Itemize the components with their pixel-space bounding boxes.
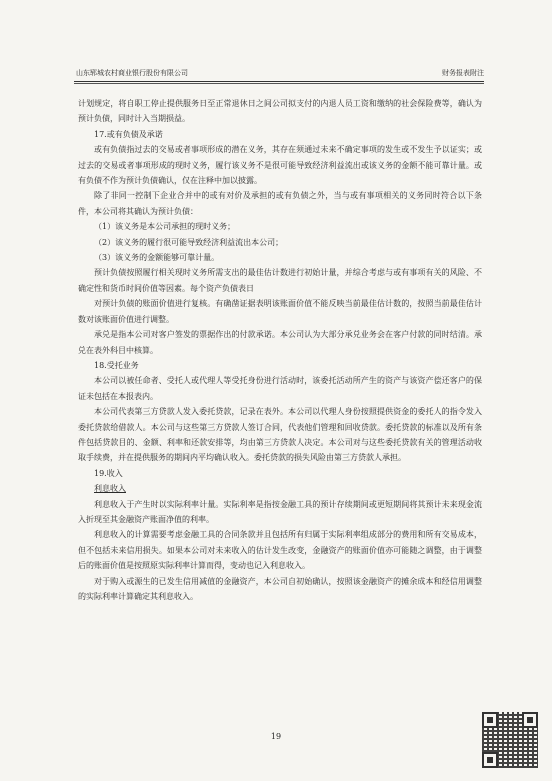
paragraph: 预计负债按照履行相关现时义务所需支出的最佳估计数进行初始计量，并综合考虑与或有事项有关的风险、不确定性和货币时间价值等因素。每个资产负债表日 — [78, 268, 482, 293]
header-rule-thin — [74, 83, 484, 84]
paragraph: 对于购入或源生的已发生信用减值的金融资产，本公司自初始确认，按照该金融资产的摊余成本和经信用调整的实际利率计算确定其利息收入。 — [78, 576, 482, 601]
qr-code — [482, 712, 538, 768]
list-item: （2）该义务的履行很可能导致经济利益流出本公司； — [94, 237, 284, 247]
company-name: 山东郓城农村商业银行股份有限公司 — [76, 69, 188, 77]
paragraph: 或有负债指过去的交易或者事项形成的潜在义务，其存在须通过未来不确定事项的发生或不发生予以证实；或过去的交易或者事项形成的现时义务，履行该义务不是很可能导致经济利益流出或该义务的金额不能可靠计量。或有负债不作为预计负债确认，仅在注释中加以披露。 — [78, 145, 482, 186]
page-number: 19 — [270, 732, 282, 741]
paragraph: 本公司代表第三方贷款人发入委托贷款，记录在表外。本公司以代理人身份按照提供资金的委托人的指令发入委托贷款给借款人。本公司与这些第三方贷款人签订合同，代表他们管理和回收贷款。委托贷款的标准以及所有条件包括贷款目的、金额、利率和还款安排等，均由第三方贷款人决定。本公司对与这些委托贷款有关的管理活动收取手续费，并在提供服务的期间内平均确认收入。委托贷款的损失风险由第三方贷款人承担。 — [78, 407, 482, 463]
paragraph: 本公司以被任命者、受托人或代理人等受托身份进行活动时，该委托活动所产生的资产与该资产偿还客户的保证未包括在本报表内。 — [78, 376, 482, 401]
paragraph: 对预计负债的账面价值进行复核。有确凿证据表明该账面价值不能反映当前最佳估计数的，按照当前最佳估计数对该账面价值进行调整。 — [78, 299, 482, 324]
paragraph: 利息收入于产生时以实际利率计量。实际利率是指按金融工具的预计存续期间或更短期间将其预计未来现金流入折现至其金融资产账面净值的利率。 — [78, 499, 482, 524]
section-heading: 18.受托业务 — [94, 360, 139, 370]
paragraph: 计划规定，将自职工停止提供服务日至正常退休日之间公司拟支付的内退人员工资和缴纳的社会保险费等，确认为预计负债，同时计入当期损益。 — [78, 99, 482, 124]
list-item: （3）该义务的金额能够可靠计量。 — [94, 253, 220, 263]
header-rule — [74, 81, 484, 82]
list-item: （1）该义务是本公司承担的现时义务； — [94, 222, 236, 232]
page-header — [74, 66, 484, 80]
paragraph: 承兑是指本公司对客户签发的票据作出的付款承诺。本公司认为大部分承兑业务会在客户付款的同时结清。承兑在表外科目中核算。 — [78, 330, 482, 355]
section-title: 财务报表附注 — [442, 69, 484, 77]
subsection-heading: 利息收入 — [94, 484, 126, 494]
document-body — [78, 96, 482, 604]
section-heading: 17.或有负债及承诺 — [94, 129, 163, 139]
section-heading: 19.收入 — [94, 468, 123, 478]
paragraph: 利息收入的计算需要考虑金融工具的合同条款并且包括所有归属于实际利率组成部分的费用和所有交易成本，但不包括未来信用损失。如果本公司对未来收入的估计发生改变，金融资产的账面价值亦可能随之调整，由于调整后的账面价值是按照原实际利率计算而得，变动也记入利息收入。 — [78, 530, 482, 571]
paragraph: 除了非同一控制下企业合并中的或有对价及承担的或有负债之外，当与或有事项相关的义务同时符合以下条件，本公司将其确认为预计负债： — [78, 191, 482, 216]
